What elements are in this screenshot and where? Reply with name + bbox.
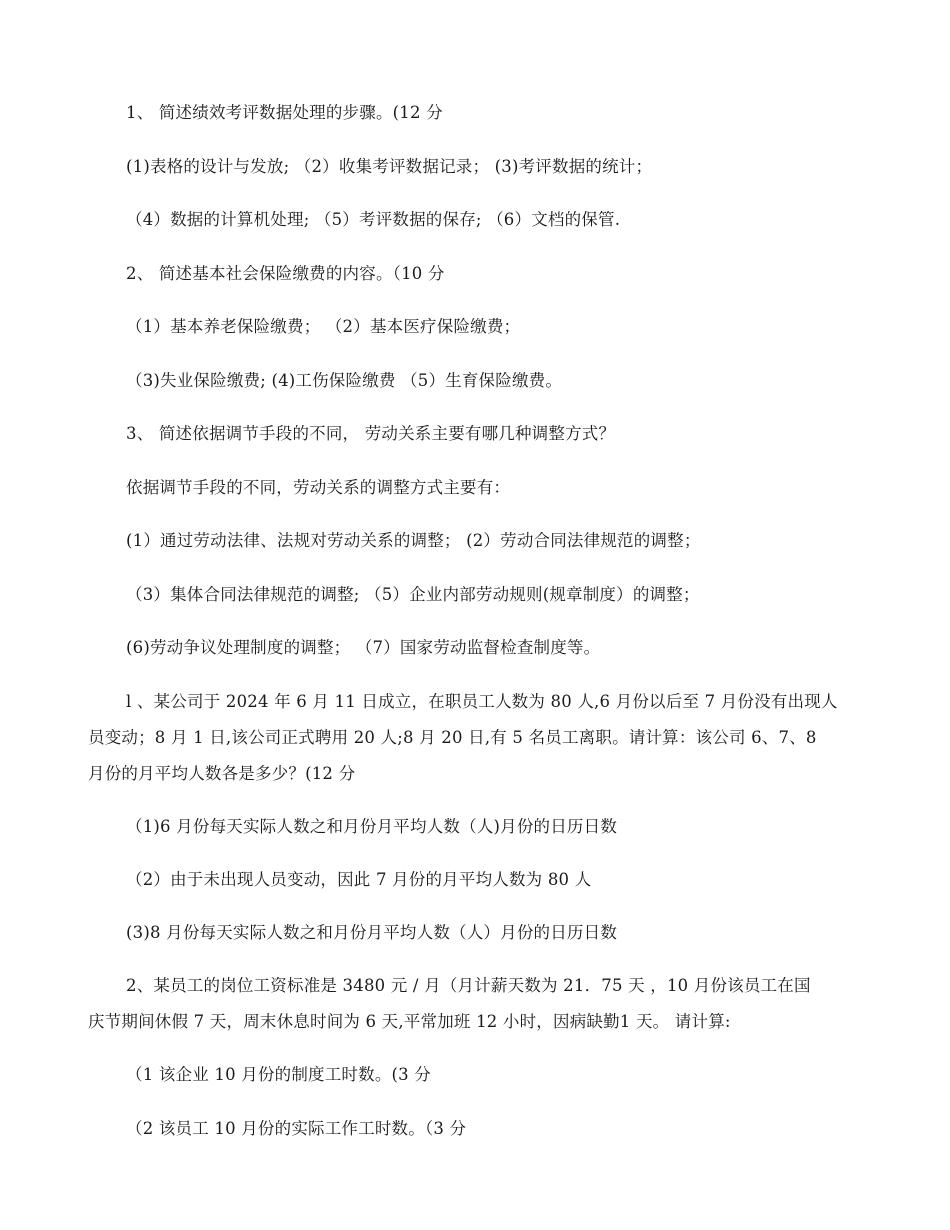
calc-1-answer-line-2: （2）由于未出现人员变动，因此 7 月份的月平均人数为 80 人 bbox=[126, 870, 592, 889]
question-1-title: 1、 简述绩效考评数据处理的步骤。(12 分 bbox=[126, 103, 443, 122]
calc-1-answer-line-3: (3)8 月份每天实际人数之和月份月平均人数（人）月份的日历日数 bbox=[126, 923, 618, 942]
question-3-answer-line-2: （3）集体合同法律规范的调整; （5）企业内部劳动规则(规章制度）的调整； bbox=[126, 585, 700, 604]
question-3-answer-intro: 依据调节手段的不同，劳动关系的调整方式主要有： bbox=[126, 478, 511, 497]
question-1-answer-line-2: （4）数据的计算机处理; （5）考评数据的保存; （6）文档的保管. bbox=[126, 210, 621, 229]
question-1-answer-line-1: (1)表格的设计与发放; （2）收集考评数据记录； (3)考评数据的统计； bbox=[126, 157, 653, 176]
calc-1-answer-line-1: （1)6 月份每天实际人数之和月份月平均人数（人)月份的日历日数 bbox=[126, 817, 618, 836]
calc-1-text-line-1: l 、某公司于 2024 年 6 月 11 日成立，在职员工人数为 80 人,6 月份以后至 7 月份没有出现人 bbox=[126, 692, 838, 711]
calc-2-text-line-2: 庆节期间休假 7 天，周末休息时间为 6 天,平常加班 12 小时，因病缺勤1 天。 请计算: bbox=[88, 1012, 731, 1031]
calc-1-text-line-2: 员变动；8 月 1 日,该公司正式聘用 20 人;8 月 20 日,有 5 名员工离职。请计算：该公司 6、7、8 bbox=[88, 728, 817, 747]
calc-2-subquestion-2: （2 该员工 10 月份的实际工作工时数。（3 分 bbox=[126, 1119, 467, 1138]
question-3-answer-line-1: (1）通过劳动法律、法规对劳动关系的调整； (2）劳动合同法律规范的调整； bbox=[126, 531, 701, 550]
calc-2-text-line-1: 2、某员工的岗位工资标准是 3480 元 / 月（月计薪天数为 21．75 天 ，10 月份该员工在国 bbox=[126, 976, 811, 995]
calc-2-subquestion-1: （1 该企业 10 月份的制度工时数。(3 分 bbox=[126, 1065, 432, 1084]
question-2-answer-line-2: （3)失业保险缴费; (4)工伤保险缴费 （5）生育保险缴费。 bbox=[126, 371, 563, 390]
question-3-answer-line-3: (6)劳动争议处理制度的调整； （7）国家劳动监督检查制度等。 bbox=[126, 638, 601, 657]
question-2-title: 2、 简述基本社会保险缴费的内容。（10 分 bbox=[126, 264, 445, 283]
calc-1-text-line-3: 月份的月平均人数各是多少？(12 分 bbox=[88, 764, 356, 783]
question-2-answer-line-1: （1）基本养老保险缴费； （2）基本医疗保险缴费； bbox=[126, 317, 521, 336]
question-3-title: 3、 简述依据调节手段的不同， 劳动关系主要有哪几种调整方式？ bbox=[126, 424, 616, 443]
